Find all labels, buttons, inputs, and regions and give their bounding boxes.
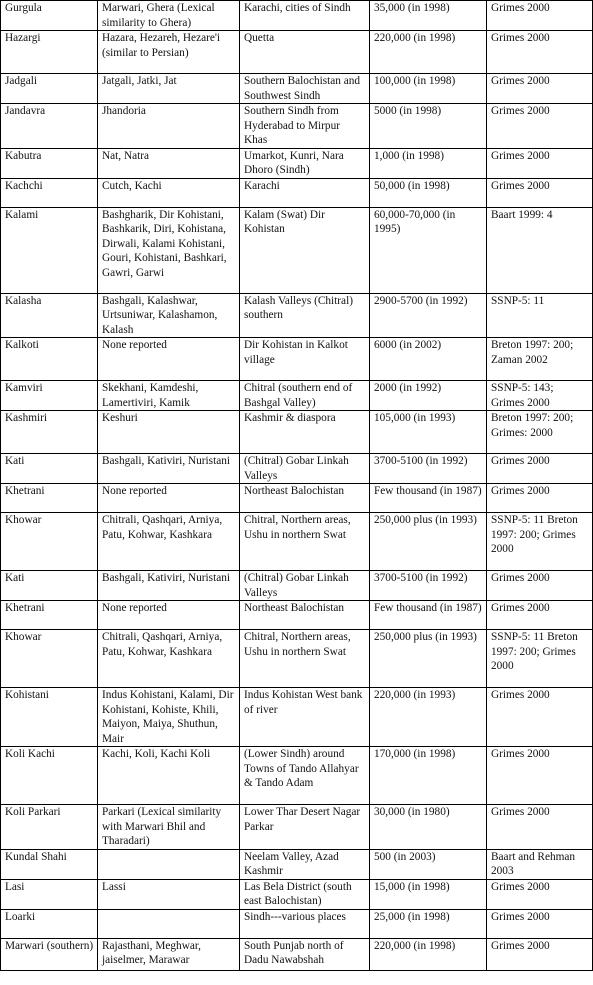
language-name-cell: Jandavra: [1, 104, 98, 149]
language-name-cell: Loarki: [1, 909, 98, 938]
location-cell: Chitral, Northern areas, Ushu in northern Swat: [240, 513, 370, 571]
population-cell: 170,000 (in 1998): [370, 747, 487, 805]
language-name-cell: Khetrani: [1, 484, 98, 513]
alternate-names-cell: Bashgali, Kativiri, Nuristani: [98, 571, 240, 601]
population-cell: 100,000 (in 1998): [370, 74, 487, 104]
table-row: [1, 381, 593, 411]
location-cell: Karachi: [240, 178, 370, 207]
source-cell: Baart and Rehman 2003: [487, 849, 593, 879]
language-name-cell: Kashmiri: [1, 411, 98, 454]
table-row: [1, 178, 593, 207]
alternate-names-cell: Bashgali, Kalashwar, Urtsuniwar, Kalashamon, Kalash: [98, 293, 240, 338]
language-name-cell: Kalkoti: [1, 338, 98, 381]
language-name-cell: Kundal Shahi: [1, 849, 98, 879]
location-cell: Karachi, cities of Sindh: [240, 1, 370, 31]
location-cell: (Chitral) Gobar Linkah Valleys: [240, 454, 370, 484]
population-cell: 6000 (in 2002): [370, 338, 487, 381]
language-name-cell: Koli Parkari: [1, 805, 98, 850]
alternate-names-cell: Chitrali, Qashqari, Arniya, Patu, Kohwar, Kashkara: [98, 513, 240, 571]
table-row: [1, 909, 593, 938]
location-cell: Dir Kohistan in Kalkot village: [240, 338, 370, 381]
source-cell: Grimes 2000: [487, 938, 593, 970]
source-cell: SSNP-5: 11 Breton 1997: 200; Grimes 2000: [487, 513, 593, 571]
source-cell: Grimes 2000: [487, 747, 593, 805]
population-cell: 250,000 plus (in 1993): [370, 630, 487, 688]
table-row: [1, 104, 593, 149]
table-row: [1, 454, 593, 484]
population-cell: 1,000 (in 1998): [370, 148, 487, 178]
source-cell: Grimes 2000: [487, 909, 593, 938]
language-name-cell: Khetrani: [1, 601, 98, 630]
alternate-names-cell: Rajasthani, Meghwar, jaiselmer, Marawar: [98, 938, 240, 970]
alternate-names-cell: None reported: [98, 484, 240, 513]
language-name-cell: Kalami: [1, 207, 98, 293]
source-cell: Grimes 2000: [487, 688, 593, 747]
language-name-cell: Marwari (southern): [1, 938, 98, 970]
location-cell: (Chitral) Gobar Linkah Valleys: [240, 571, 370, 601]
table-row: [1, 74, 593, 104]
alternate-names-cell: None reported: [98, 338, 240, 381]
alternate-names-cell: Skekhani, Kamdeshi, Lamertiviri, Kamik: [98, 381, 240, 411]
location-cell: Sindh---various places: [240, 909, 370, 938]
table-row: [1, 849, 593, 879]
population-cell: 25,000 (in 1998): [370, 909, 487, 938]
population-cell: 250,000 plus (in 1993): [370, 513, 487, 571]
table-row: [1, 805, 593, 850]
source-cell: Grimes 2000: [487, 484, 593, 513]
alternate-names-cell: Indus Kohistani, Kalami, Dir Kohistani, Kohiste, Khili, Maiyon, Maiya, Shuthun, Mair: [98, 688, 240, 747]
alternate-names-cell: Bashgharik, Dir Kohistani, Bashkarik, Diri, Kohistana, Dirwali, Kalami Kohistani, Gouri, Kohistani, Bashkari, Gawri, Garwi: [98, 207, 240, 293]
location-cell: Kashmir & diaspora: [240, 411, 370, 454]
location-cell: Chitral (southern end of Bashgal Valley): [240, 381, 370, 411]
alternate-names-cell: Jhandoria: [98, 104, 240, 149]
source-cell: Grimes 2000: [487, 571, 593, 601]
table-row: [1, 513, 593, 571]
source-cell: Grimes 2000: [487, 879, 593, 909]
population-cell: 220,000 (in 1993): [370, 688, 487, 747]
alternate-names-cell: Chitrali, Qashqari, Arniya, Patu, Kohwar, Kashkara: [98, 630, 240, 688]
source-cell: Grimes 2000: [487, 148, 593, 178]
population-cell: 3700-5100 (in 1992): [370, 454, 487, 484]
source-cell: Baart 1999: 4: [487, 207, 593, 293]
table-row: [1, 338, 593, 381]
source-cell: Grimes 2000: [487, 454, 593, 484]
alternate-names-cell: Parkari (Lexical similarity with Marwari Bhil and Tharadari): [98, 805, 240, 850]
source-cell: Grimes 2000: [487, 1, 593, 31]
table-row: [1, 148, 593, 178]
location-cell: Kalash Valleys (Chitral) southern: [240, 293, 370, 338]
table-row: [1, 571, 593, 601]
table-row: [1, 484, 593, 513]
location-cell: South Punjab north of Dadu Nawabshah: [240, 938, 370, 970]
population-cell: 2000 (in 1992): [370, 381, 487, 411]
location-cell: Northeast Balochistan: [240, 601, 370, 630]
location-cell: Southern Balochistan and Southwest Sindh: [240, 74, 370, 104]
table-row: [1, 747, 593, 805]
source-cell: SSNP-5: 11: [487, 293, 593, 338]
population-cell: 60,000-70,000 (in 1995): [370, 207, 487, 293]
language-name-cell: Kati: [1, 454, 98, 484]
language-name-cell: Kalasha: [1, 293, 98, 338]
source-cell: Breton 1997: 200; Zaman 2002: [487, 338, 593, 381]
alternate-names-cell: [98, 909, 240, 938]
language-name-cell: Hazargi: [1, 31, 98, 74]
language-name-cell: Koli Kachi: [1, 747, 98, 805]
alternate-names-cell: Kachi, Koli, Kachi Koli: [98, 747, 240, 805]
population-cell: 15,000 (in 1998): [370, 879, 487, 909]
source-cell: Grimes 2000: [487, 74, 593, 104]
location-cell: Northeast Balochistan: [240, 484, 370, 513]
alternate-names-cell: Bashgali, Kativiri, Nuristani: [98, 454, 240, 484]
location-cell: Southern Sindh from Hyderabad to Mirpur Khas: [240, 104, 370, 149]
language-name-cell: Khowar: [1, 630, 98, 688]
population-cell: 220,000 (in 1998): [370, 938, 487, 970]
table-row: [1, 938, 593, 970]
location-cell: Lower Thar Desert Nagar Parkar: [240, 805, 370, 850]
population-cell: 3700-5100 (in 1992): [370, 571, 487, 601]
language-name-cell: Lasi: [1, 879, 98, 909]
alternate-names-cell: Keshuri: [98, 411, 240, 454]
alternate-names-cell: Lassi: [98, 879, 240, 909]
alternate-names-cell: Nat, Natra: [98, 148, 240, 178]
language-name-cell: Kabutra: [1, 148, 98, 178]
source-cell: Grimes 2000: [487, 31, 593, 74]
table-row: [1, 293, 593, 338]
source-cell: Breton 1997: 200; Grimes: 2000: [487, 411, 593, 454]
language-name-cell: Khowar: [1, 513, 98, 571]
table-row: [1, 1, 593, 31]
population-cell: 2900-5700 (in 1992): [370, 293, 487, 338]
language-name-cell: Kohistani: [1, 688, 98, 747]
table-row: [1, 31, 593, 74]
source-cell: SSNP-5: 143; Grimes 2000: [487, 381, 593, 411]
table-row: [1, 207, 593, 293]
alternate-names-cell: Hazara, Hezareh, Hezare'i (similar to Persian): [98, 31, 240, 74]
population-cell: 30,000 (in 1980): [370, 805, 487, 850]
alternate-names-cell: Jatgali, Jatki, Jat: [98, 74, 240, 104]
source-cell: SSNP-5: 11 Breton 1997: 200; Grimes 2000: [487, 630, 593, 688]
table-row: [1, 879, 593, 909]
language-name-cell: Kamviri: [1, 381, 98, 411]
source-cell: Grimes 2000: [487, 178, 593, 207]
population-cell: 35,000 (in 1998): [370, 1, 487, 31]
table-row: [1, 411, 593, 454]
alternate-names-cell: [98, 849, 240, 879]
source-cell: Grimes 2000: [487, 601, 593, 630]
location-cell: Umarkot, Kunri, Nara Dhoro (Sindh): [240, 148, 370, 178]
table-row: [1, 688, 593, 747]
population-cell: 5000 (in 1998): [370, 104, 487, 149]
location-cell: Las Bela District (south east Balochistan): [240, 879, 370, 909]
table-row: [1, 630, 593, 688]
population-cell: Few thousand (in 1987): [370, 484, 487, 513]
alternate-names-cell: None reported: [98, 601, 240, 630]
location-cell: Indus Kohistan West bank of river: [240, 688, 370, 747]
location-cell: Neelam Valley, Azad Kashmir: [240, 849, 370, 879]
source-cell: Grimes 2000: [487, 805, 593, 850]
alternate-names-cell: Marwari, Ghera (Lexical similarity to Ghera): [98, 1, 240, 31]
location-cell: Chitral, Northern areas, Ushu in northern Swat: [240, 630, 370, 688]
location-cell: (Lower Sindh) around Towns of Tando Allahyar & Tando Adam: [240, 747, 370, 805]
location-cell: Quetta: [240, 31, 370, 74]
population-cell: Few thousand (in 1987): [370, 601, 487, 630]
language-table-body: [1, 1, 593, 971]
population-cell: 220,000 (in 1998): [370, 31, 487, 74]
population-cell: 50,000 (in 1998): [370, 178, 487, 207]
table-row: [1, 601, 593, 630]
language-name-cell: Kati: [1, 571, 98, 601]
population-cell: 105,000 (in 1993): [370, 411, 487, 454]
alternate-names-cell: Cutch, Kachi: [98, 178, 240, 207]
population-cell: 500 (in 2003): [370, 849, 487, 879]
language-name-cell: Gurgula: [1, 1, 98, 31]
language-name-cell: Jadgali: [1, 74, 98, 104]
language-name-cell: Kachchi: [1, 178, 98, 207]
source-cell: Grimes 2000: [487, 104, 593, 149]
location-cell: Kalam (Swat) Dir Kohistan: [240, 207, 370, 293]
